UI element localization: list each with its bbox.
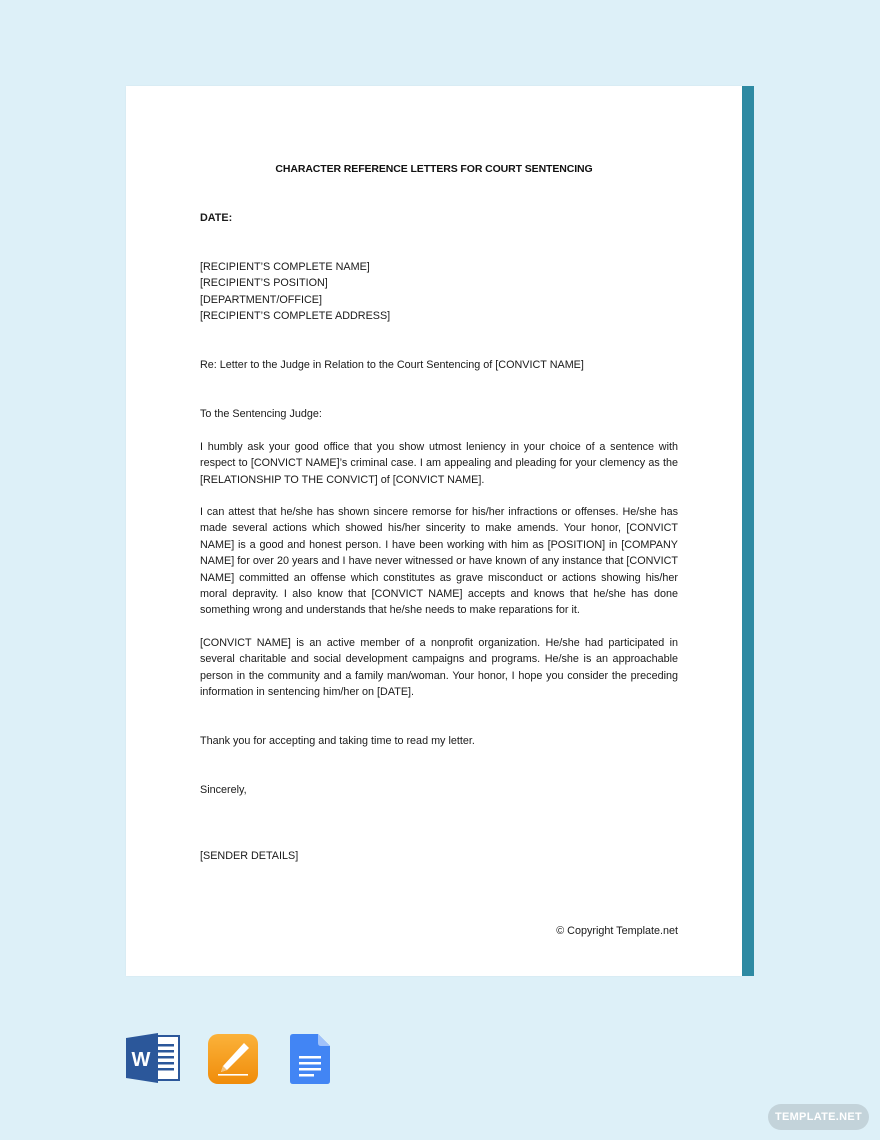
recipient-address: [RECIPIENT’S COMPLETE ADDRESS] [200, 310, 391, 323]
thanks-line: Thank you for accepting and taking time to read my letter. [200, 735, 475, 747]
paragraph-1: I humbly ask your good office that you show utmost leniency in your choice of a sentence with respect to [CONVICT NAME]’s criminal case. I am appealing and pleading for your clemency as the [RELATIONSHIP TO THE CONVICT] of [CONVICT NAME]. [200, 441, 678, 486]
paragraph-2: I can attest that he/she has shown sincere remorse for his/her infractions or offenses. He/she has made several actions which showed his/her sincerity to make amends. Your honor, [CONVICT NAME] is a good and honest person. I have been working with him as [POSITION] in [COMPANY NAME] for over 20 years and I have never witnessed or have known of any instance that [CONVICT NAME] committed an offense which constitutes as grave misconduct or actions showing his/her moral depravity. I also know that [CONVICT NAME] accepts and knows that he/she has done something wrong and understands that he/she needs to make reparations for it. [200, 506, 678, 617]
copyright-notice: © Copyright Template.net [556, 925, 678, 937]
recipient-department: [DEPARTMENT/OFFICE] [200, 293, 322, 306]
date-label: DATE: [200, 212, 233, 224]
paragraph-3: [CONVICT NAME] is an active member of a nonprofit organization. He/she had participated in several charitable and social development campaigns and programs. He/she is an approachable person in the community and a family man/woman. Your honor, I hope you consider the preceding information in sentencing him/her on [DATE]. [200, 637, 678, 699]
re-line: Re: Letter to the Judge in Relation to the Court Sentencing of [CONVICT NAME] [200, 359, 584, 371]
recipient-name: [RECIPIENT’S COMPLETE NAME] [200, 261, 370, 273]
document-title: CHARACTER REFERENCE LETTERS FOR COURT SENTENCING [275, 163, 593, 175]
microsoft-word-icon[interactable] [126, 1032, 182, 1089]
apple-pages-icon[interactable] [208, 1034, 258, 1089]
google-docs-icon[interactable] [290, 1034, 330, 1089]
document-page [126, 86, 742, 976]
closing: Sincerely, [200, 784, 247, 796]
recipient-position: [RECIPIENT’S POSITION] [200, 277, 328, 290]
template-net-watermark: TEMPLATE.NET [768, 1104, 869, 1130]
word-icon-letter: W [131, 1049, 151, 1071]
sender-details: [SENDER DETAILS] [200, 850, 299, 862]
salutation: To the Sentencing Judge: [200, 408, 322, 420]
recipient-block [200, 259, 678, 325]
